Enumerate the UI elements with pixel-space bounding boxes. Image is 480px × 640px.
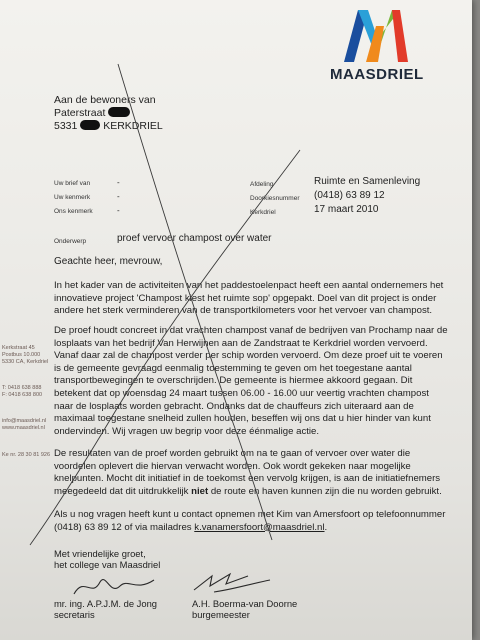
sidebar-address-3: 5330 CA, Kerkdriel [2,359,49,365]
signatory-secretaris [54,598,157,620]
sidebar-phone-block [2,385,42,399]
paragraph-1 [54,280,472,318]
recipient-street-line [54,107,163,120]
sidebar-contact-block [2,345,48,366]
signatory-name: A.H. Boerma-van Doorne [192,598,298,609]
sidebar-address-2: Postbus 10.000 [2,352,41,358]
paragraph-line: transportbewegingen te overschrijden. De gemeente is hiermee akkoord gegaan. Dit [54,375,413,387]
recipient-line-1: Aan de bewoners van [54,94,156,106]
paragraph-line: maximaal toegestane snelheid zullen houden, beseffen wij ons dat u hier hinder van kunt [54,413,431,425]
meta-value-doorkiesnummer: (0418) 63 89 12 [314,190,385,201]
recipient-address [54,94,163,133]
signature-burgemeester-icon [190,566,280,596]
meta-value-datum: 17 maart 2010 [314,204,379,215]
contact-email-link[interactable]: k.vanamersfoort@maasdriel.nl [194,521,325,533]
paragraph-line: betekent dat op woensdag 24 maart tussen 06.00 - 16.00 uur veertig vrachten champost [54,387,429,399]
paragraph-line: De resultaten van de proef worden gebruikt om na te gaan of vervoer over water die [54,448,411,459]
meta-label-ons-kenmerk: Ons kenmerk [54,208,93,215]
signatory-title: secretaris [54,609,95,620]
subject-value: proef vervoer champost over water [117,233,272,244]
maasdriel-logo-icon [338,6,414,66]
closing-line-1: Met vriendelijke groet, [54,548,146,559]
paragraph-3 [54,448,472,498]
sidebar-address-1: Kerkstraat 45 [2,345,35,351]
salutation: Geachte heer, mevrouw, [54,256,163,267]
paragraph-2 [54,325,472,438]
recipient-postcode: 5331 [54,120,78,132]
paragraph-text: de route en haven kunnen zijn die nu worden gebruikt. [210,485,442,497]
paragraph-line: naar de losplaats worden gebracht. Ondanks dat de chauffeurs zich uiteraard aan de [54,400,414,412]
paragraph-4 [54,509,472,534]
sidebar-web-block [2,418,46,432]
closing-line-2: het college van Maasdriel [54,559,161,570]
paragraph-text: . [324,521,328,533]
signatory-burgemeester [192,598,297,620]
meta-label-doorkiesnummer: Doorkiesnummer [250,195,300,202]
sidebar-telephone: T: 0418 638 888 [2,385,42,391]
meta-label-plaats: Kerkdriel [250,209,276,216]
sidebar-website: www.maasdriel.nl [2,425,45,431]
recipient-city: KERKDRIEL [103,120,163,132]
paragraph-line: In het kader van de activiteiten van het paddestoelenpact heeft een aantal ondernemers het [54,280,444,291]
paragraph-line: ondervinden. Wij vragen uw begrip voor deze éénmalige actie. [54,425,320,437]
paragraph-line: voordelen oplevert die hiervan verwacht worden. Ook wordt gekeken naar mogelijke [54,460,411,472]
meta-label-uw-brief: Uw brief van [54,180,91,187]
paragraph-line: losplaats van het bedrijf Van Herwijnen aan de Zandstraat te Kerkdriel worden vervoerd. [54,337,428,349]
meta-label-afdeling: Afdeling [250,181,274,188]
recipient-street: Paterstraat [54,107,106,119]
signatory-title: burgemeester [192,609,250,620]
paragraph-text: (0418) 63 89 12 of via mailadres [54,521,192,533]
paragraph-line: innovatieve project 'Champost kiest het ruimte sop' opgepakt. Doel van dit project is onder [54,292,437,304]
paragraph-text: meegedeeld dat dit uitdrukkelijk [54,485,189,497]
meta-value-ons-kenmerk: - [117,206,120,215]
meta-value-uw-kenmerk: - [117,192,120,201]
signatory-name: mr. ing. A.P.J.M. de Jong [54,598,158,609]
paragraph-line: andere het sterk verminderen van de transportkilometers voor het vervoer van champost. [54,305,433,317]
recipient-city-line [54,120,163,133]
signature-secretaris-icon [70,568,160,602]
sidebar-email: info@maasdriel.nl [2,418,47,424]
paragraph-line: De proef houdt concreet in dat vrachten champost vanaf de bedrijven van Prochamp naar de [54,325,448,336]
paragraph-line: Als u nog vragen heeft kunt u contact opnemen met Kim van Amersfoort op telefoonnummer [54,509,446,520]
sidebar-fax: F: 0418 638 800 [2,392,43,398]
meta-label-uw-kenmerk: Uw kenmerk [54,194,91,201]
redaction-mark [108,107,130,117]
logo-wordmark: MAASDRIEL [330,66,424,83]
redaction-mark [80,120,100,130]
paragraph-line [54,522,472,535]
meta-value-afdeling: Ruimte en Samenleving [314,176,421,187]
paragraph-line: is de gemeente gevraagd eenmalig toestemming te geven om het toegestane aantal [54,362,412,374]
paragraph-line [54,486,472,499]
subject-label: Onderwerp [54,238,87,245]
closing [54,548,160,570]
meta-value-uw-brief: - [117,178,120,187]
sidebar-kvk: Ke nr. 28 30 81 926 [2,452,51,458]
emphasis-niet: niet [191,485,209,497]
paragraph-line: knelpunten. Mocht dit initiatief in de toekomst een vervolg krijgen, is aan de initiatiefnemers [54,473,441,485]
paragraph-line: Vanaf daar zal de champost verder per schip worden vervoerd. Om deze proef uit te voeren [54,350,443,362]
